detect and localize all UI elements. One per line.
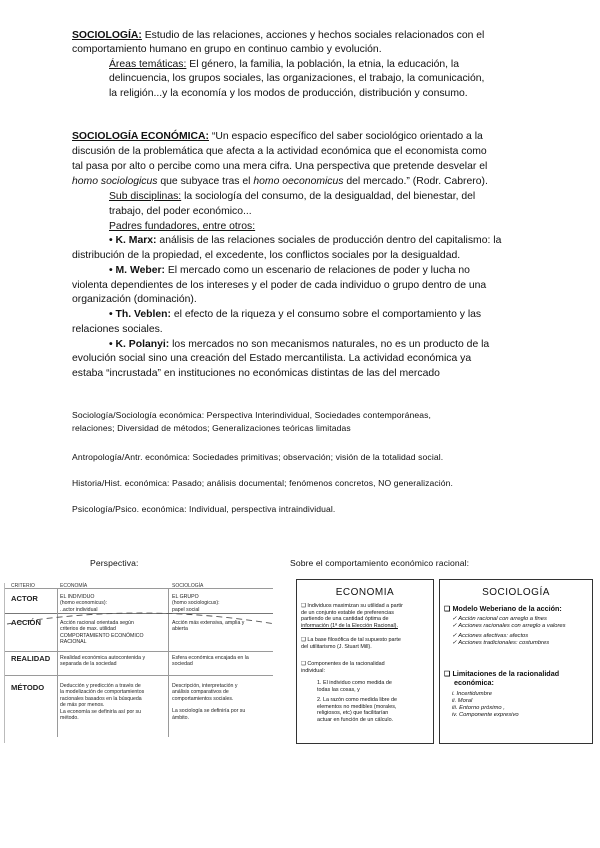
cell-line: Acción más extensiva, amplia y (172, 620, 245, 626)
weber-name: • M. Weber: (109, 265, 165, 276)
sub-line-1 (109, 190, 475, 204)
accion-sociologia (172, 620, 244, 633)
cell-line: La sociología se definiría por su (172, 708, 246, 715)
cell-line: Acción racional orientada según (60, 620, 134, 626)
weber-line-1 (109, 264, 470, 278)
socio-economica-title: SOCIOLOGÍA ECONÓMICA: (72, 131, 210, 142)
table-rule (5, 651, 273, 652)
cell-line: Deducción y predicción a través de (60, 683, 141, 689)
item-line: individual: (301, 667, 325, 674)
perspective-table (4, 583, 276, 743)
table-header-sociologia: SOCIOLOGÍA (172, 583, 204, 589)
table-rule (5, 588, 273, 589)
polanyi-line-1 (109, 338, 489, 352)
weber-action-item: ✓ Acción racional con arreglo a fines (452, 616, 547, 622)
cell-line: EL INDIVIDUO (60, 594, 95, 600)
soc-limitations-list (452, 691, 519, 719)
homo-oeconomicus: homo oeconomicus (253, 176, 344, 187)
cell-line: EL GRUPO (172, 594, 199, 600)
polanyi-line-3: estaba “incrustada” en instituciones no económicas distintas de las del mercado (72, 368, 440, 379)
eco-item-1 (301, 603, 403, 629)
sociologia-title: SOCIOLOGÍA: (72, 30, 142, 41)
cell-line: de más por menos. (60, 702, 105, 709)
s2-text-4d: del mercado.” (Rodr. Cabrero). (343, 176, 488, 187)
areas-label: Áreas temáticas: (109, 59, 187, 70)
table-rule (5, 675, 273, 676)
item-line: ❑ Componentes de la racionalidad (301, 661, 385, 667)
comparison-sociologia-1: Sociología/Sociología económica: Perspectiva Interindividual, Sociedades contemporáneas, (72, 410, 431, 420)
s1-text-1: Estudio de las relaciones, acciones y hechos sociales relacionados con el (141, 30, 485, 41)
areas-line-3: la religión...y la economía y los modos de producción, distribución y consumo. (109, 88, 468, 99)
item-line: elementos no medibles (morales, (317, 703, 397, 710)
eco-item-3 (301, 661, 385, 674)
comparison-historia: Historia/Hist. económica: Pasado; análisis documental; fenómenos concretos, NO generalización. (72, 478, 454, 488)
weber-line-2: violenta dependientes de los intereses y el poder de cada individuo o grupo dentro de una (72, 280, 487, 291)
s2-line-4 (72, 175, 488, 189)
polanyi-text-1: los mercados no son mecanismos naturales, no es un producto de la (169, 339, 490, 350)
eco-item-2 (301, 637, 401, 650)
s2-line-1 (72, 130, 483, 144)
cell-line: criterios de max. utilidad (60, 626, 116, 633)
row-label-metodo: MÉTODO (11, 683, 45, 692)
cell-line: la modelización de comportamientos (60, 689, 145, 696)
cell-line: método. (60, 715, 79, 722)
actor-economia (60, 594, 107, 613)
item-line: todas las cosas, y (317, 686, 360, 693)
veblen-line-1 (109, 308, 481, 322)
accion-economia (60, 620, 144, 646)
marx-line-1 (109, 234, 501, 248)
sub-text-1: la sociología del consumo, de la desigualdad, del bienestar, del (181, 191, 476, 202)
marx-name: • K. Marx: (109, 235, 157, 246)
table-header-economia: ECONOMÍA (60, 583, 88, 589)
economia-panel (296, 579, 434, 744)
polanyi-line-2: evolución social sino una creación del Estado mercantilista. La actividad económica ya (72, 353, 472, 364)
cell-line: (homo sociologicus): (172, 600, 220, 607)
cell-line: (homo economicus): (60, 600, 107, 607)
item-line: ❑ La base filosófica de tal supuesto parte (301, 637, 401, 643)
actor-sociologia (172, 594, 220, 613)
cell-line: ..actor individual (60, 606, 98, 613)
eco-item-4 (317, 680, 392, 693)
s2-text-4b: que subyace tras el (157, 176, 254, 187)
areas-line-1 (109, 58, 459, 72)
item-line: partiendo de una cantidad óptima de (301, 616, 389, 623)
limitation-item: ii. Moral (452, 698, 473, 704)
cell-line: RACIONAL (60, 639, 87, 646)
cell-line: Descripción, interpretación y (172, 683, 238, 689)
s1-line-2: comportamiento humano en grupo en continuo cambio y evolución. (72, 44, 382, 55)
padres-label: Padres fundadores, entre otros: (109, 221, 256, 232)
comparison-antropologia: Antropología/Antr. económica: Sociedades primitivas; observación; visión de la totalidad social. (72, 452, 444, 462)
marx-line-2: distribución de la propiedad, el excedente, los conflictos sociales por la desigualdad. (72, 250, 461, 261)
item-line: religiosos, etc) que facilitarían (317, 710, 389, 717)
areas-line-2: delincuencia, los grupos sociales, las organizaciones, el trabajo, la comunicación, (109, 73, 485, 84)
veblen-text-1: el efecto de la riqueza y el consumo sobre el comportamiento y las (170, 309, 482, 320)
metodo-economia (60, 683, 144, 721)
item-line: ❑ Individuos maximizan su utilidad a partir (301, 603, 403, 609)
soc-heading-limitaciones-2: económica: (454, 678, 494, 687)
weber-line-3: organización (dominación). (72, 294, 197, 305)
sub-line-2: trabajo, del poder económico... (109, 206, 252, 217)
economia-panel-title: ECONOMIA (335, 587, 395, 598)
soc-weber-list (452, 616, 590, 647)
weber-action-item: ✓ Acciones tradicionales: costumbres (452, 640, 550, 646)
cell-line: abierta (172, 626, 188, 633)
cell-line: Esfera económica encajada en la (172, 655, 249, 661)
s2-text-1: “Un espacio específico del saber sociológico orientado a la (209, 131, 483, 142)
table-header-criterio: CRITERIO (11, 583, 35, 589)
cell-line: racionales basados en la búsqueda (60, 695, 142, 702)
s1-line-1 (72, 29, 572, 43)
weber-text-1: El mercado como un escenario de relaciones de poder y lucha no (164, 265, 470, 276)
item-line: actuar en función de un cálculo. (317, 716, 394, 723)
perspectiva-label: Perspectiva: (90, 558, 139, 568)
limitation-item: iv. Componente expresivo (452, 712, 519, 718)
soc-heading-weber: ❑ Modelo Weberiano de la acción: (444, 604, 562, 613)
racional-label: Sobre el comportamiento económico racional: (290, 558, 470, 568)
row-label-realidad: REALIDAD (11, 654, 51, 663)
cell-line: sociedad (172, 661, 193, 668)
soc-heading-limitaciones: ❑ Limitaciones de la racionalidad (444, 669, 560, 678)
comparison-psicologia: Psicología/Psico. económica: Individual, perspectiva intraindividual. (72, 504, 336, 514)
item-line: del utilitarismo (J. Stuart Mill). (301, 643, 372, 650)
veblen-name: • Th. Veblen: (109, 309, 171, 320)
row-label-accion: ACCIÓN (11, 618, 41, 627)
row-label-actor: ACTOR (11, 594, 38, 603)
cell-line: separada de la sociedad (60, 661, 117, 668)
cell-line: ámbito. (172, 714, 190, 721)
comparison-sociologia-2: relaciones; Diversidad de métodos; Generalizaciones teóricas limitadas (72, 423, 351, 433)
s2-line-3: tal pasa por alto o percibe como una mera cifra. Una perspectiva que pretende desvelar el (72, 161, 488, 172)
cell-line: Realidad económica autocontenida y (60, 655, 146, 661)
realidad-economia (60, 655, 145, 668)
item-line: información (1ª de la Elección Racional). (301, 622, 398, 629)
s2-line-2: discusión de la problemática que afecta a la actividad económica que el economista como (72, 146, 487, 157)
metodo-sociologia (172, 683, 245, 721)
areas-text-1: El género, la familia, la población, la etnia, la educación, la (186, 59, 460, 70)
cell-line: COMPORTAMIENTO ECONÓMICO (60, 632, 144, 639)
sociologia-panel (439, 579, 593, 744)
item-line: de un conjunto estable de preferencias (301, 609, 394, 616)
limitation-item: i. Incertidumbre (452, 691, 492, 697)
cell-line: comportamientos sociales. (172, 695, 234, 702)
sociologia-panel-title: SOCIOLOGÍA (482, 587, 550, 598)
sub-label: Sub disciplinas: (109, 191, 182, 202)
weber-action-item: ✓ Acciones afectivas: afectos (452, 633, 529, 639)
item-line: 2. La razón como medida libre de (317, 697, 398, 703)
limitation-item: iii. Entorno próximo , (452, 705, 505, 711)
polanyi-name: • K. Polanyi: (109, 339, 170, 350)
realidad-sociologia (172, 655, 249, 668)
eco-item-5 (317, 697, 397, 723)
cell-line: papel social (172, 606, 200, 613)
cell-line: La economía se definiría así por su (60, 708, 142, 715)
homo-sociologicus: homo sociologicus (72, 176, 158, 187)
cell-line: análisis comparativos de (172, 689, 229, 696)
item-line: 1. El individuo como medida de (317, 680, 392, 686)
weber-action-item: ✓ Acciones racionales con arreglo a valores (452, 623, 566, 629)
veblen-line-2: relaciones sociales. (72, 324, 163, 335)
marx-text-1: análisis de las relaciones sociales de producción dentro del capitalismo: la (156, 235, 502, 246)
